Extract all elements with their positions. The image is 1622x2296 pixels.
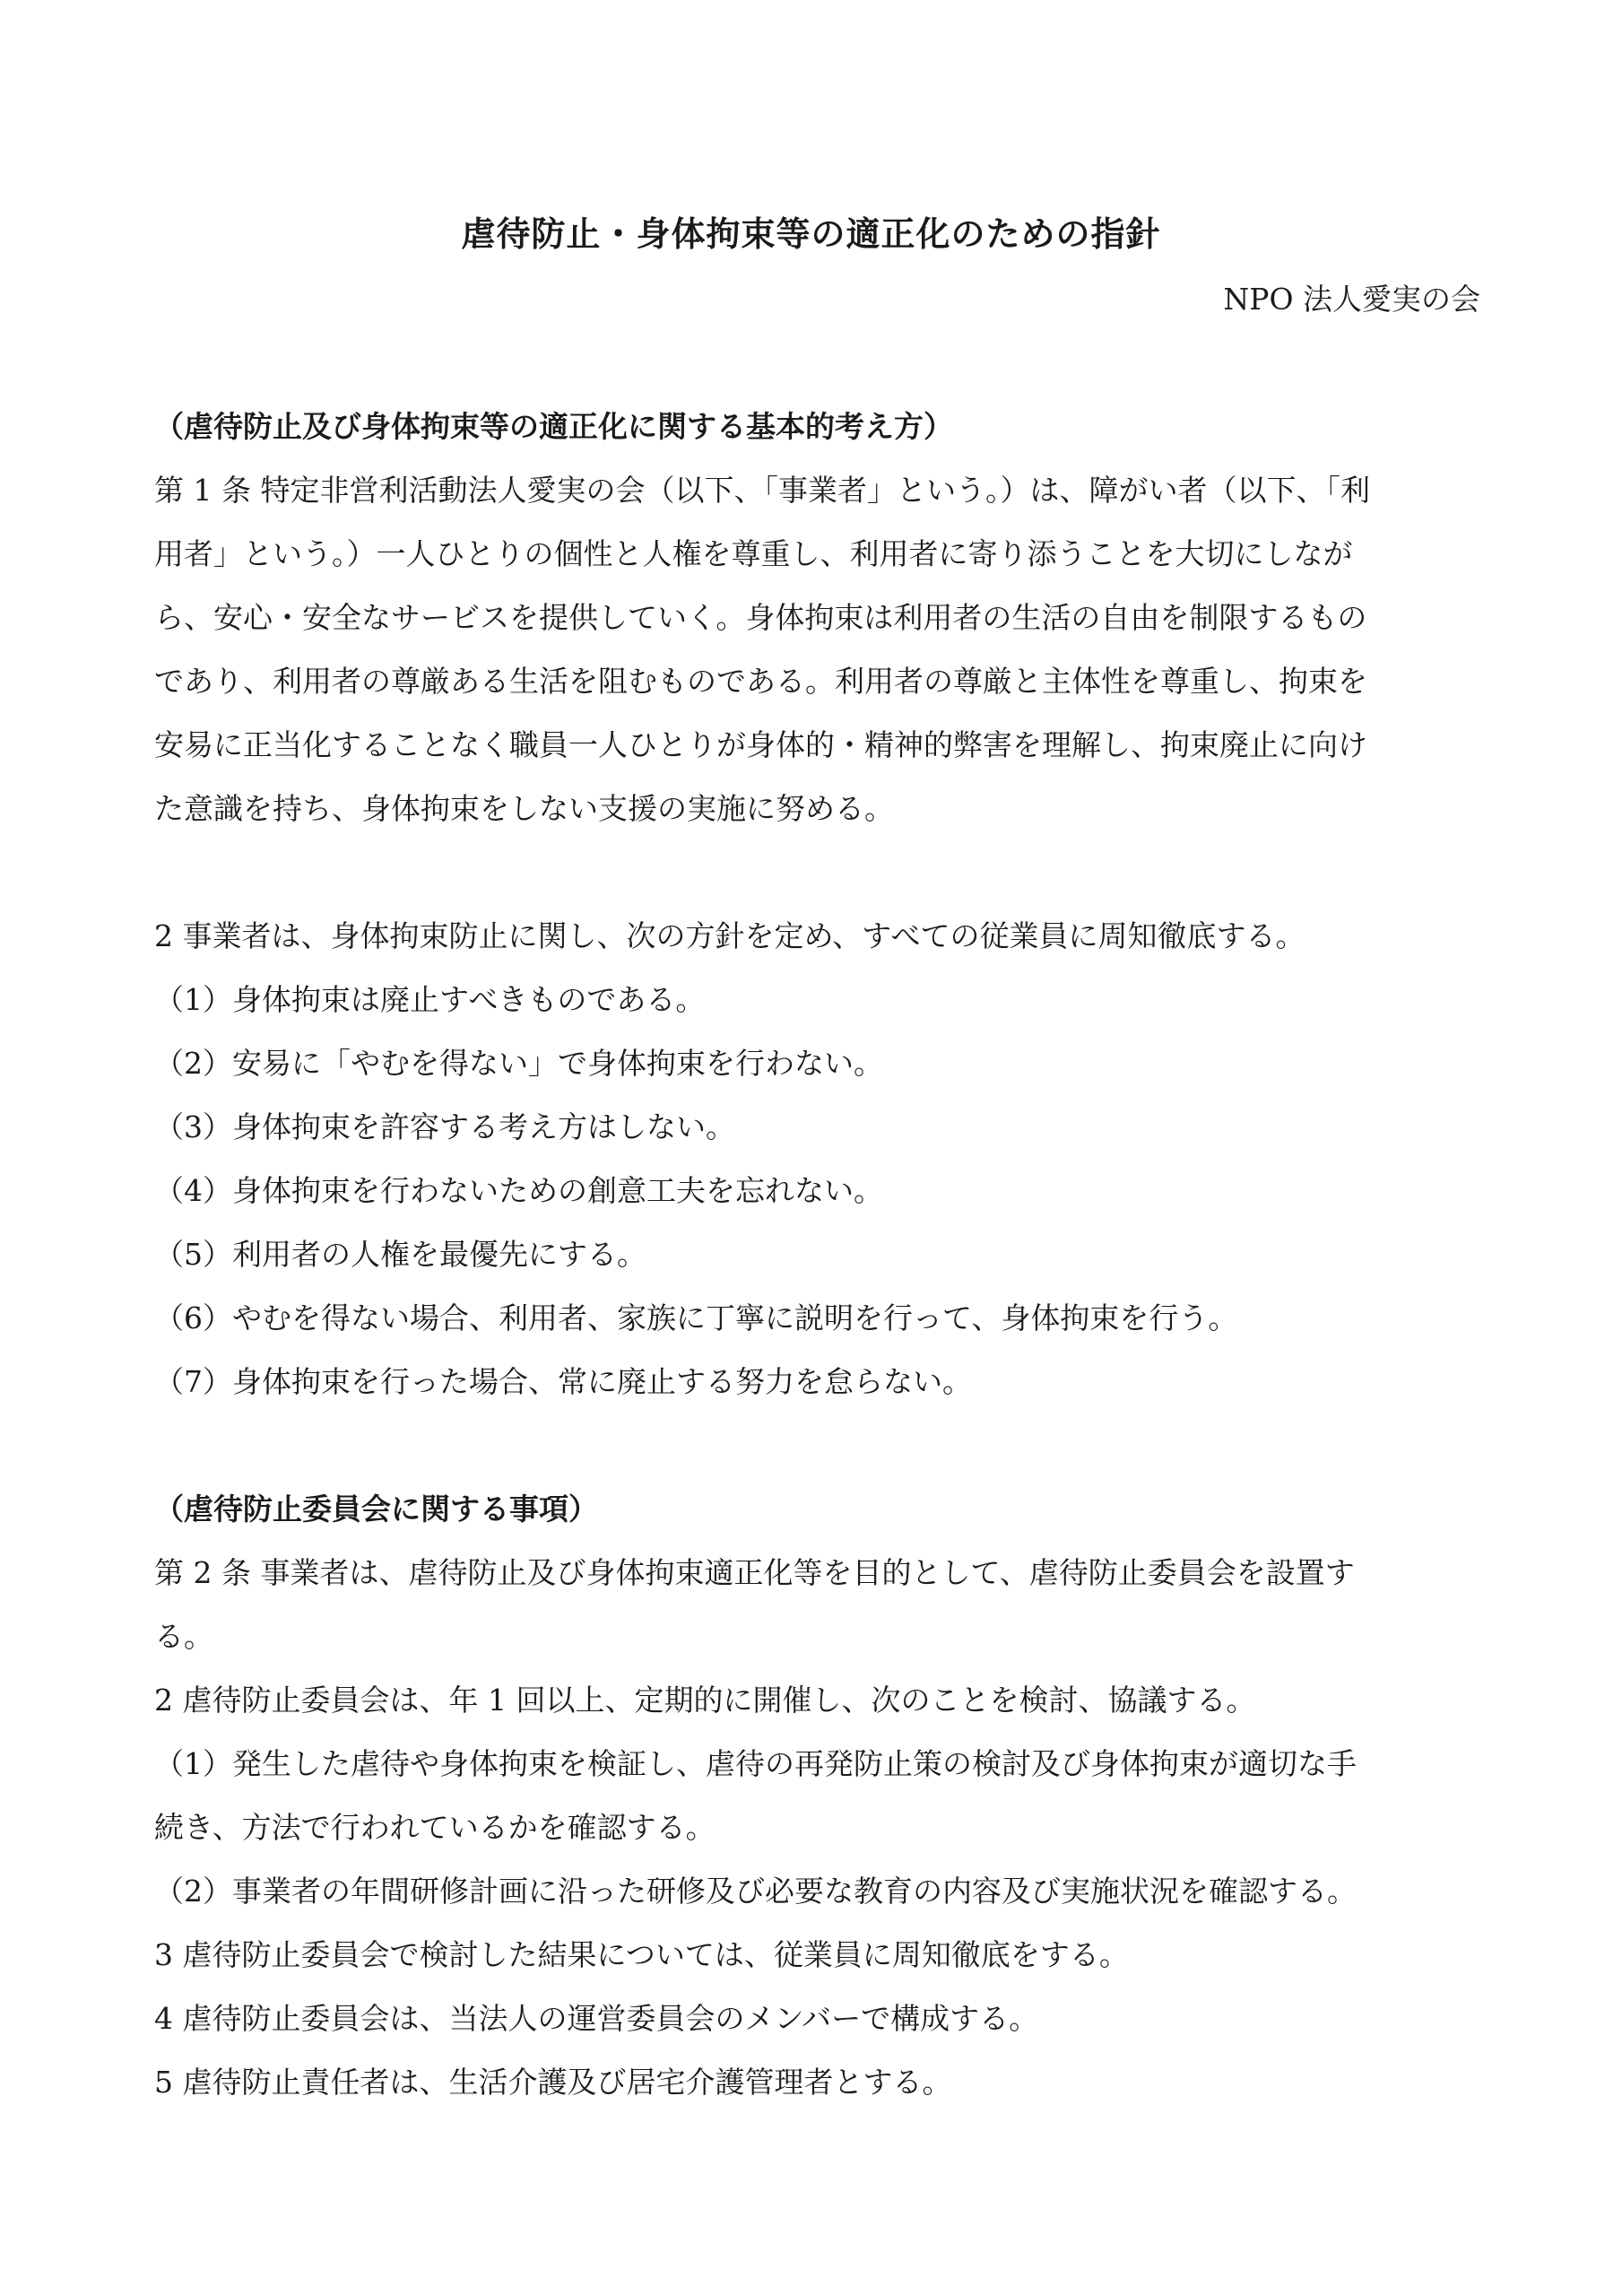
article1-line: 安易に正当化することなく職員一人ひとりが身体的・精神的弊害を理解し、拘束廃止に向け	[154, 727, 1367, 762]
policy-item: （6）やむを得ない場合、利用者、家族に丁寧に説明を行って、身体拘束を行う。	[154, 1300, 1238, 1335]
policy-list	[154, 968, 1468, 1413]
document-body	[154, 395, 1468, 2114]
committee-item-line: （1）発生した虐待や身体拘束を検証し、虐待の再発防止策の検討及び身体拘束が適切な手	[154, 1746, 1357, 1781]
spacer	[154, 1413, 1468, 1477]
article1-line: 用者」という。）一人ひとりの個性と人権を尊重し、利用者に寄り添うことを大切にしなが	[154, 536, 1353, 571]
article1-paragraph	[154, 458, 1468, 840]
section2-heading: （虐待防止委員会に関する事項）	[154, 1492, 598, 1526]
section2-clause4: 4 虐待防止委員会は、当法人の運営委員会のメンバーで構成する。	[154, 2001, 1039, 2036]
committee-item-2: （2）事業者の年間研修計画に沿った研修及び必要な教育の内容及び実施状況を確認する。	[154, 1874, 1357, 1909]
article2-line: 第 2 条 事業者は、虐待防止及び身体拘束適正化等を目的として、虐待防止委員会を設置す	[154, 1555, 1355, 1590]
article1-line: ら、安心・安全なサービスを提供していく。身体拘束は利用者の生活の自由を制限するもの	[154, 600, 1367, 635]
section2-clause2: 2 虐待防止委員会は、年 1 回以上、定期的に開催し、次のことを検討、協議する。	[154, 1683, 1256, 1718]
committee-item-line: 続き、方法で行われているかを確認する。	[154, 1810, 716, 1845]
article1-line: 第 1 条 特定非営利活動法人愛実の会（以下、「事業者」という。）は、障がい者（以下、「利	[154, 473, 1370, 508]
policy-item: （5）利用者の人権を最優先にする。	[154, 1237, 646, 1272]
article2-line: る。	[154, 1619, 213, 1654]
spacer	[154, 840, 1468, 904]
policy-item: （4）身体拘束を行わないための創意工夫を忘れない。	[154, 1173, 883, 1208]
policy-item: （7）身体拘束を行った場合、常に廃止する努力を怠らない。	[154, 1364, 972, 1399]
section1-heading: （虐待防止及び身体拘束等の適正化に関する基本的考え方）	[154, 409, 953, 444]
article2-paragraph	[154, 1541, 1468, 1668]
article1-line: であり、利用者の尊厳ある生活を阻むものである。利用者の尊厳と主体性を尊重し、拘束を	[154, 664, 1367, 699]
section1-clause2: 2 事業者は、身体拘束防止に関し、次の方針を定め、すべての従業員に周知徹底する。	[154, 918, 1305, 953]
article1-line: た意識を持ち、身体拘束をしない支援の実施に努める。	[154, 791, 894, 826]
policy-item: （3）身体拘束を許容する考え方はしない。	[154, 1109, 735, 1144]
policy-item: （2）安易に「やむを得ない」で身体拘束を行わない。	[154, 1046, 883, 1081]
organization-name: NPO 法人愛実の会	[1223, 282, 1480, 317]
document-title: 虐待防止・身体拘束等の適正化のための指針	[461, 213, 1161, 254]
policy-item: （1）身体拘束は廃止すべきものである。	[154, 982, 706, 1017]
section2-clause5: 5 虐待防止責任者は、生活介護及び居宅介護管理者とする。	[154, 2065, 952, 2100]
committee-item-1	[154, 1732, 1468, 1859]
section2-clause3: 3 虐待防止委員会で検討した結果については、従業員に周知徹底をする。	[154, 1937, 1129, 1972]
